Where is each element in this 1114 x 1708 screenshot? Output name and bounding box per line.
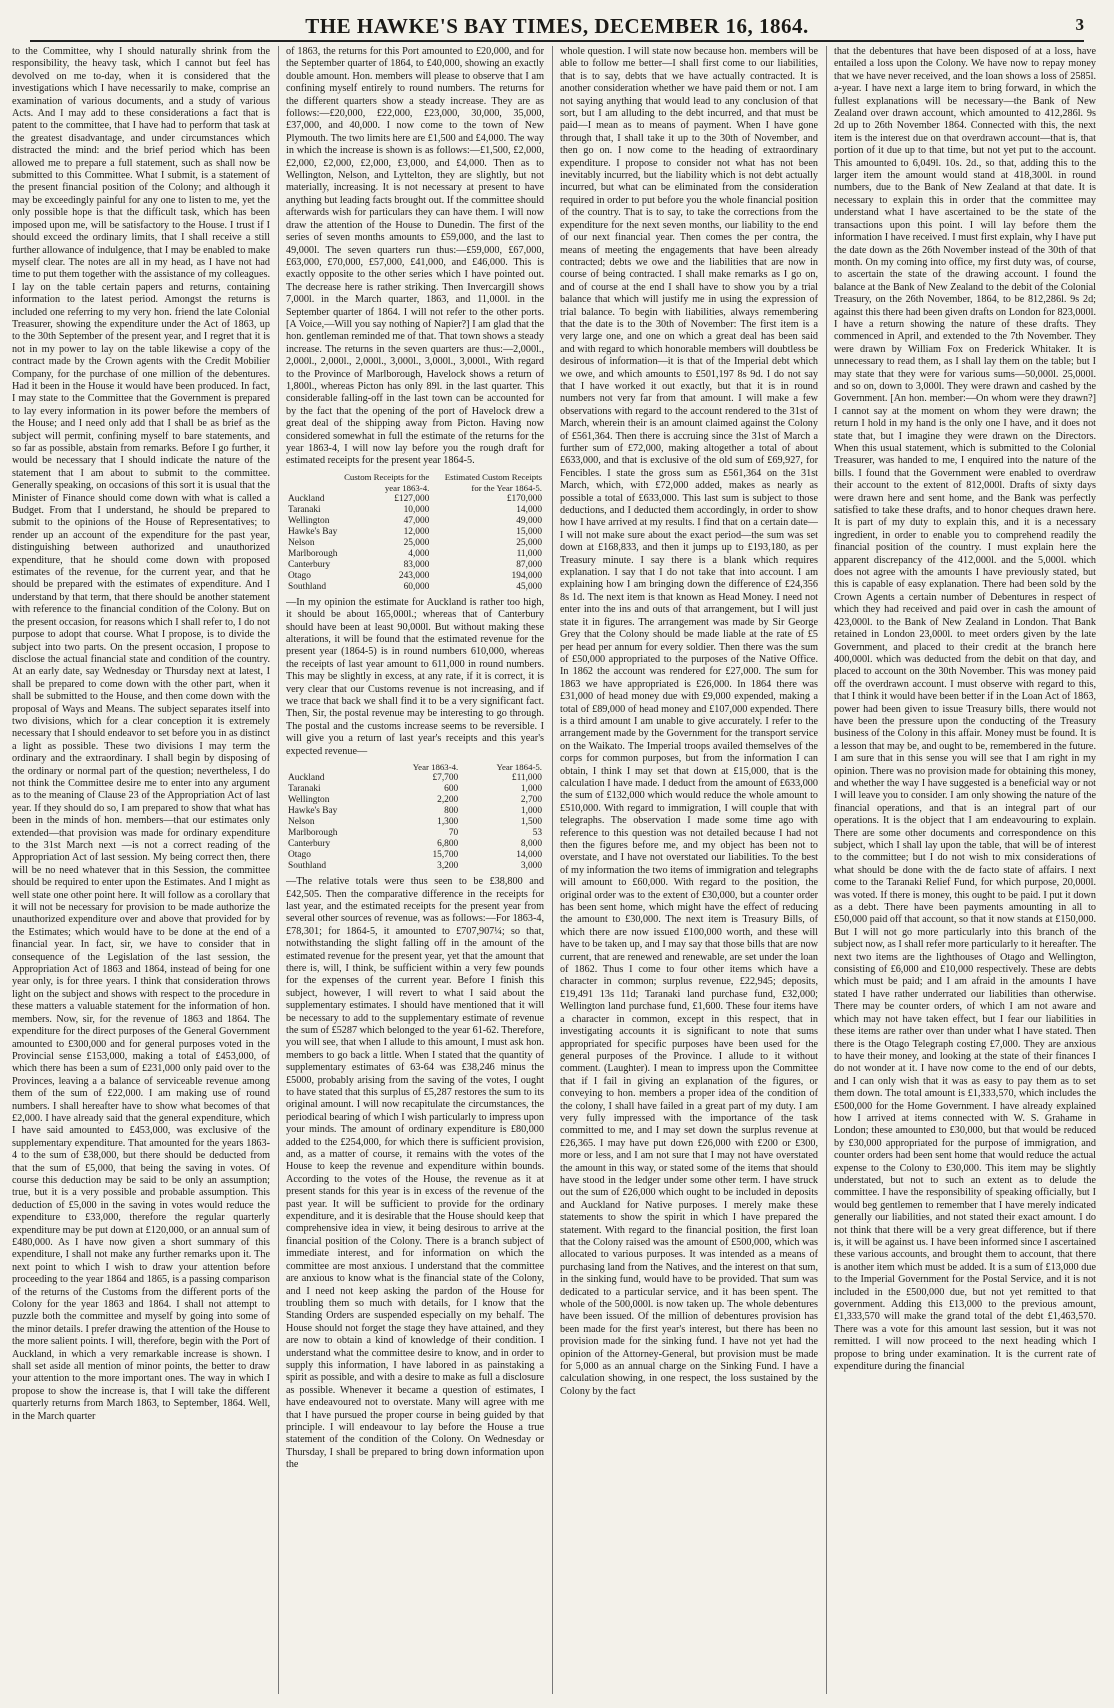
table-cell-amount: 87,000 (516, 559, 542, 570)
table-row (286, 571, 544, 582)
column-1 (12, 46, 270, 1694)
table-row (286, 516, 544, 527)
table-cell-place: Nelson (288, 537, 315, 548)
table-row (286, 795, 544, 806)
table-row (286, 817, 544, 828)
paragraph: whole question. I will state now because hon. members will be able to follow me better—I shall first come to our liabilities, that is to say, debts that we have actually contracted. It is another consideration whether we have paid them or not. I am not saying anything that would lead to any conclusion of that sort, but I am alluding to the debt incurred, and that must be paid—I mean as to means of payment. When I have gone through that, I shall take it up to the 30th of November, and then go on. I now come to the heading of extraordinary expenditure. I propose to consider not what has not been inevitably incurred, but the liability which is not debt actually incurred, but what can be eliminated from the consideration required in order to put before you the whole financial position of the country. That is to say, to take the corrections from the expenditure for the next seven months, our liability to the end of our next financial year. Then comes the per contra, the means of meeting the engagements that have been already contracted; debts we owe and the liabilities that are now in course of being contracted. I shall make remarks as I go on, and of course at the end I shall have to show you by a trial balance that which will justify me in using the expression of trial balance. To begin with liabilities, always remembering that the date is to the 30th of November: The first item is a very large one, and one on which a great deal has been said and with regard to which honorable members will doubtless be desirous of information—it is that of the Imperial debt which we owe, and which amounts to £501,197 8s 9d. I do not say that I have worked it out exactly, but that it is in round numbers not very far from that amount. I will make a few observations with regard to the account rendered to the 31st of March, wherein their is an amount claimed against the Colony of £561,364. Then there is accruing since the 31st of March a further sum of £72,000, making altogether a total of about £633,000, and that is exclusive of the old sum of £69,927, for Fencibles. I state the gross sum as £561,364 on the 31st March, which, with £72,000 added, makes as nearly as possible a total of £633,000. This last sum is subject to those deductions, and I deducted them accordingly, in order to show how I have arrived at my results. I find that on a certain date—I will not make sure about the exact period—the sum was set down at £168,833, and then it jumps up to £193,180, as per Treasury minute. I say there is a blank which requires explanation. I say that I do not take that into account. I am explaining how I am bringing down the difference of £24,356 8s 1d. The next item is that known as Head Money. I need not enter into the ins and outs of that arrangement, but I will just state it in figures. The arrangement was made by Sir George Grey that the Colony should be made liable at the rate of £5 per head per annum for every soldier. Then there was the sum of £50,000 appropriated to the purposes of the Native Office. In 1862 the account was rendered for £27,000. The sum for 1863 we have appropriated is £26,000. In 1864 there was £31,000 of head money due with £9,000 expended, making a total of £89,000 of head money and £107,000 expended. There is a third amount I am unable to give accurately. I refer to the arrangement made by the Government for the transport service on the Waikato. The Imperial troops availed themselves of the corps for common purposes, but from the information I can obtain, I think I may set that down at £15,000, that is the calculation I have made. I deduct from the amount of £633,000 the sum of £132,000 which would reduce the whole amount to £510,000. With regard to immigration, I will couple that with telegraphs. The observation I made some time ago with reference to this question was not detailed because I had not then the figures before me, and my object has been not to overstate, and I have not overstated our liabilities. To the best of my information the two items of immigration and telegraphs will amount to £60,000. With regard to the position, the original order was to the extent of £30,000, but a counter order has been sent home, which might have the effect of reducing the amount to £30,000. The next item is Treasury Bills, of which there are now issued £100,000 worth, and these will have to be taken up, and I may say that those bills that are now current, that are renewed and renewable, are set under the loan of 1862. Thus I come to four other items which have a character in common; surplus revenue, £22,945; deposits, £19,491 13s 11d; Taranaki land purchase fund, £32,000; Wellington land purchase fund, £1,600. These four items have a character in common, except in this respect, that in investigating accounts it is significant to note that sums appropriated for specific purposes have been used for the general purposes of the Province. I allude to it without comment. (Laughter). I mean to impress upon the Committee that if I fail in giving an explanation of the figures, or conveying to hon. members a proper idea of the condition of the colony, I shall have failed in a great part of my duty. I am very fully impressed with the importance of the task committed to me, and I may set down the surplus revenue at £26,365. I may have put down £26,000 with £200 or £300, more or less, and I am not sure that I may not have overstated the amount in this way, or stated some of the items that should have stood in the ledger under some other term. I have struck out the sum of £26,000 which ought to be included in deposits and Auckland for Native purposes. I merely make these statements to show the spirit in which I have prepared the statement. With regard to the financial position, the first loan that the Colony raised was the amount of £500,000, which was allocated to various purposes. It was intended as a means of purchasing land from the Natives, and the interest on that sum, in the sinking fund, would have to be provided. That sum was dedicated to a particular service, and it has been spent. The whole of the 500,000l. is now taken up. The whole debentures have been issued. Of the million of debentures provision has been made for the first year's interest, but there has been no provision made for the sinking fund. I have not yet had the opinion of the Attorney-General, but provision must be made for 5,000 as an annual charge on the Sinking Fund. I have a calculation showing, in one respect, the loss sustained by the Colony by the fact (560, 46, 818, 1397)
table-cell-amount: £7,700 (432, 773, 459, 784)
table-header (286, 762, 376, 773)
column-divider (552, 46, 553, 1694)
table-header: Year 1863-4. (412, 762, 459, 773)
table-row (286, 505, 544, 516)
table-row (286, 549, 544, 560)
table-cell-amount: 800 (444, 806, 459, 817)
table-cell-amount: £127,000 (394, 493, 430, 504)
table-cell-amount: 49,000 (516, 515, 542, 526)
table-cell-amount: 47,000 (403, 515, 430, 526)
column-2 (286, 46, 544, 1694)
table-cell-place: Auckland (288, 773, 325, 784)
table-cell-place: Marlborough (288, 828, 338, 839)
table-row (286, 582, 544, 593)
table-cell-place: Otago (288, 570, 311, 581)
table-cell-amount: 243,000 (398, 570, 430, 581)
paragraph: to the Committee, why I should naturally shrink from the responsibility, the heavy task, which I cannot but feel has devolved on me to-day, when it is considered that the investigations which I have necessarily to make, comprise an examination of various documents, and a study of various Acts. And I may add to these considerations a fact that is patent to the committee, that I have had to perform that task at the greatest disadvantage, and under circumstances which distracted the mind: and the brief period which has been allowed me to prepare a full statement, such as shall now be submitted to this Committee. What I submit, is a statement of the present financial position of the Colony; and although it may be exceedingly painful for any one to listen to me, yet the only possible hope is that the difficult task, which has been imposed upon me, will be satisfactory to the House. I trust if I should exceed the ordinary limits, that I shall receive a still further allowance of indulgence, that I may be enabled to make myself clear. The notes are all in my head, as I have not had time to put them together with the assistance of my colleagues. I lay on the table certain papers and returns, containing information to the latest period. Amongst the returns is included one referring to my very hon. friend the late Colonial Treasurer, showing the expenditure under the Act of 1863, up to the 30th September of the present year, and I regret that it is not in my power to lay on the table likewise a copy of the contract made by the Crown agents with the Credit Mobilier Company, for the purchase of one million of the debentures. Had it been in the House it would have been produced. In fact, I may state to the Committee that the Government is prepared to lay every information in its power before the members of the House; and I need only add that I shall be as brief as the subject will permit, confining myself to bare statements, and so far as possible, abstain from remarks. Before I go further, it would be necessary that I should indicate the nature of the statement that I am about to submit to the committee. Generally speaking, on occasions of this sort it is usual that the Minister of Finance should come down with what is called a Budget. From that I understand, he should be prepared to submit to the opinions of the House of Representatives; to render up an account of the expenditure for the past year, distinguishing between authorized and unauthorized expenditure, that he should come down with proposed estimates of the revenue, for the current year, and that he should be prepared with the estimates of expenditure. And I understand by that term, that there should be another statement with reference to the financial condition of the Colony. But on the present occasion, for reasons which I shall refer to, I do not purpose to adopt that course. What I propose, is to divide the subject into two parts. On the present occasion, I propose to disclose the actual financial state and condition of the country. At an early date, say Wednesday or Thursday next at latest, I shall be prepared to come down with the other part, when it shall be submitted to the House, and then come down with the proposal of Ways and Means. The subject separates itself into two divisions, which for a clear conception it is extremely necessary that I should endeavor to set before you in as distinct a light as possible. These two divisions I may term the ordinary and the extraordinary. I shall begin by disposing of the ordinary or normal part of the question; nevertheless, I do not think the Committee desire me to enter into any argument as to the meaning of Clause 23 of the Appropriation Act of last year. If they should do so, I am prepared to show that what has been in the minds of hon. members—that our estimates only extended—that provision was made for ordinary expenditure to the 31st March next —is not a correct reading of the Appropriation Act of last session. My being correct then, there will be no need whatever that in this Session, the committee should be required to enter upon the Estimates. And I might as well state one other point here. It will follow as a corollary that it will not be necessary for provision to be made authorize the unauthorized expenditure over and above that provided for by the Estimates; which would have to be done at the end of a financial year. In fact, sir, we have to consider that in consequence of the Legislation of the last session, the Appropriation Act of 1863 and 1864, instead of being for one year only, is for three years. I think that consideration throws light on the subject and shows with respect to the procedure in these matters a valuable statement for the information of hon. members. Now, sir, for the revenue of 1863 and 1864. The expenditure for the direct purposes of the General Government amounted to £300,000 and for general purposes voted in the Provincial sense £153,000, making a total of £453,000, of which there has been a sum of £231,000 only paid over to the Provinces, leaving a a balance of serviceable revenue among them of the sum of £22,000. I am making use of round numbers. I shall hereafter have to show what becomes of that £2,000. I have already said that the general expenditure, which I have said amounted to £453,000, was exclusive of the supplementary expenditure. That amounted for the years 1863-4 to the sum of £38,000, but there should be deducted from that the sum of £5,000, that being the saving in votes. Of course this deduction may be said to be only an assumption; true, but it is a very possible and probable assumption. This deduction of £5,000 in the saving in votes would reduce the expenditure to £33,000, therefore the regular quarterly expenditure may be put down at £120,000, or an annual sum of £480,000. As I have now given a short summary of this expenditure, I shall not make any further remarks upon it. The next point to which I wish to draw your attention before proceeding to the year 1864 and 1865, is a passing comparison of the returns of the Customs from the different ports of the Colony for the year 1863 and 1864. I shall not attempt to puzzle both the committee and myself by going into some of the minor details. I prefer drawing the attention of the House to the more salient points. I will, therefore, begin with the Port of Auckland, in which a very remarkable increase is shown. I shall set aside all mention of minor points, the better to draw your attention to the more important ones. The way in which I propose to show the increase is, that I will take the different quarterly returns from March 1863, to September, 1864. Well, in the March quarter (12, 46, 270, 1422)
table-row (286, 806, 544, 817)
table-cell-amount: 10,000 (403, 504, 430, 515)
paragraph: —In my opinion the estimate for Auckland is rather too high, it should be about 165,000l.; whereas that of Canterbury should have been at least 90,000l. But without making these alterations, it will be found that the estimated revenue for the present year (1864-5) is in round numbers 610,000, whereas the receipts of last year amount to 611,000 in round numbers. This may be slightly in excess, at any rate, if it is correct, it is very clear that our Customs revenue is not increasing, and if we trace that back we shall find it to be a very significant fact. Then, Sir, the postal revenue may be interesting to go through. The postal and the customs increase seems to be reversible. I will give you a return of last year's receipts and this year's expected revenue— (286, 596, 544, 757)
table-row (286, 861, 544, 872)
table-cell-place: Taranaki (288, 504, 321, 515)
table-cell-place: Taranaki (288, 784, 321, 795)
newspaper-title: THE HAWKE'S BAY TIMES, DECEMBER 16, 1864. (305, 14, 809, 38)
table-cell-amount: £170,000 (506, 493, 542, 504)
table-header-row (286, 762, 544, 773)
table-header: Estimated Custom Receipts for the Year 1864-5. (444, 471, 542, 493)
table-header (286, 472, 339, 494)
page-number: 3 (1075, 15, 1084, 34)
table-row (286, 527, 544, 538)
postal-revenue-table (286, 762, 544, 872)
table-row (286, 839, 544, 850)
table-cell-place: Nelson (288, 817, 315, 828)
table-cell-amount: 60,000 (403, 581, 430, 592)
column-3 (560, 46, 818, 1694)
table-cell-place: Marlborough (288, 548, 338, 559)
table-cell-amount: 83,000 (403, 559, 430, 570)
table-cell-place: Wellington (288, 515, 330, 526)
table-row (286, 538, 544, 549)
columns (12, 46, 1102, 1694)
table-row (286, 560, 544, 571)
table-row (286, 784, 544, 795)
table-cell-amount: 8,000 (520, 839, 542, 850)
table-cell-amount: 1,500 (520, 817, 542, 828)
table-row (286, 494, 544, 505)
table-cell-amount: 15,000 (516, 526, 542, 537)
table-cell-amount: 2,200 (437, 795, 459, 806)
table-cell-amount: 25,000 (516, 537, 542, 548)
paragraph: —The relative totals were thus seen to be £38,800 and £42,505. Then the comparative difference in the receipts for last year, and the estimated receipts for the present year from several other sources of revenue, was as follows:—For 1863-4, £78,301; for 1864-5, it amounted to £707,907¼; so that, notwithstanding the slight falling off in the amount of the estimated revenue for the present year, yet that the amount that there is, will, I think, be sufficient within a very few pounds for the expenses of the current year. Before I finish this subject, however, I will revert to what I said about the supplementary estimates. I should have mentioned that it will be necessary to add to the supplementary estimate of revenue the sum of £5287 which belonged to the year 61-62. Therefore, you will see, that when I allude to this amount, I must ask hon. members to go back a little. When I stated that the quantity of supplementary estimates of 63-64 was £38,246 minus the £5000, probably arising from the saving of the votes, I ought to have stated that this surplus of £5,287 restores the sum to its original amount. I will now recapitulate the circumstances, the periodical bearing of which I wish particularly to impress upon your minds. The amount of ordinary expenditure is £80,000 added to the £254,000, for which there is sufficient provision, and, as a matter of course, it remains with the votes of the House to keep the revenue and expenditure within bounds. According to the votes of the House, the revenue as it at present stands for this year is in excess of the revenue of the past year. It will be sufficient to provide for the ordinary expenditure, and it is desirable that the House should keep that comprehensive idea in view, it being desirous to arrive at the financial position of the Colony. There is a branch subject of immediate interest, and for information on which the committee are most anxious. I understand that the committee are anxious to know what is the financial state of the Colony, and I need not keep asking the pardon of the House for troubling them so much with details, for I know that the Standing Orders are suspended especially on my behalf. The House should not forget the stage they have attained, and they are now to obtain a kind of knowledge of their condition. I understand what the committee desire to know, and in order to supply this information, I have labored in as painstaking a spirit as possible, and with a desire to make as full a disclosure as possible. Whenever it became a question of estimates, I have endeavoured not to overstate. Many will agree with me that I have pursued the proper course in being guided by that principle. I will endeavour to lay before the House a true statement of the condition of the Colony. On Wednesday or Thursday, I shall be prepared to bring down information upon the (286, 876, 544, 1471)
table-cell-place: Hawke's Bay (288, 806, 338, 817)
table-cell-amount: 1,300 (437, 817, 459, 828)
table-cell-amount: 3,000 (520, 861, 542, 872)
table-cell-place: Hawke's Bay (288, 526, 338, 537)
paragraph: that the debentures that have been disposed of at a loss, have entailed a loss upon the Colony. We have now to repay money that we have never received, and the loan shows a loss of 2585l. a-year. I have next a large item to bring forward, in which the fullest explanations will be necessary—the Bank of New Zealand over drawn account, which amounted to 412,286l. 9s 2d up to 26th November 1864. Connected with this, the next item is the interest due on that overdrawn account—that is, that portion of it due up to that time, but not yet put to the account. This amounted to 6,049l. 10s. 2d., so that, adding this to the larger item the amount would stand at 418,300l. in round numbers, due to the Bank of New Zealand at that date. It is necessary to explain this in order that the committee may understand what I have ascertained to be the state of the transactions upon this point. I will lay before them the information I have received. I must first explain, why I have put the date down as the 26th November instead of the 30th of that month. On my coming into office, my first duty was, of course, to ascertain the state of the drawing account. I found the balance at the Bank of New Zealand to the debit of the Colonial Treasury, on the 26th November, 1864, to be 812,286l. 9s 2d; against this there had been given drafts on London for 823,000l. I have a return showing the nature of these drafts. They commenced in April, and extended to the 7th November. They were drawn by William Fox on Frederick Whitaker. It is unnecessary to read them, as I shall lay them on the table; but I may state that they were for various sums—50,000l. 25,000l. and so on, down to 3,000l. They were drawn and cashed by the Government. [An hon. member:—On whom were they drawn?] I cannot say at the moment on whom they were drawn; the return I hold in my hand is the only one I have, and it does not state that, but I imagine they were drawn on the Directors. When this usual statement, which is submitted to the Colonial Treasurer, was handed to me, I enquired into the nature of the bills. I found that the Government were enabled to overdraw their account to the extent of 812,000l. Drafts of sixty days were drawn here and sent home, and the Bank was perfectly satisfied to take these drafts, and to honor cheques drawn here. It is part of my duty to explain this, and it is a necessary ingredient, in order to enable you to comprehend readily the financial position of the country. I must explain here the apparent discrepancy of the 412,000l. and the 5,000l. which does not agree with the amounts I have previously stated, but this is capable of easy explanation. There had been sold by the Crown Agents a certain number of Debentures in respect of which they had received and paid over in cash the amount of 423,000l. to the Bank of New Zealand in London. That Bank retained in London 23,000l. to meet orders given by the late Government, and placed to their credit at the branch here 400,000l. which was deducted from the debit on that day, and placed to account on the 30th November. This was money paid off the overdrawn account. I must observe with regard to this, that I think it would have been better if in the Loan Act of 1863, power had been given to issue Treasury bills, there would not have been the pressure upon the conducting of the Treasury business of the Colony in this affair. Money must be found. It is a lesson that may be, and ought to be, remembered in the future. I am sure that in this sense you will see that I am right in my opinion. There was no provision made for obtaining this money, and whether the way I have suggested is a beneficial way or not I will leave you to consider. I am only showing the nature of the financial operations, and that is an integral part of our operations. It is the object that I am endeavouring to explain. There are some other documents and correspondence on this subject, which I shall lay upon the table, that will be of interest to the committee; but I do not wish to mix considerations of what should be done with the de facto state of affairs. I next come to the Taranaki Relief Fund, for which purpose, 20,000l. was voted. If there is money, this ought to be paid. I put it down as a debt. There have been payments amounting in all to £50,000 paid off that account, so that it now stands at £150,000. But I will not go more particularly into this branch of the subject now, as I shall refer more particularly to it hereafter. The next two items are the lighthouses of Otago and Wellington, consisting of £6,000 and £10,000 respectively. These are debts which must be paid; and I am afraid in the amounts I have stated I have rather underrated our liabilities than otherwise. There may be counter orders, of which I am not aware and which may not have taken effect, but I fear our liabilities in these items are rather over than under what I have stated. Then there is the Otago Telegraph costing £7,000. They are anxious to have their money, and looking at the state of their finances I do not wonder at it. I have now come to the end of our debts, and I can only wish that it was as easy to pay them as to set them down. The total amount is £1,333,570, which includes the £500,000 for the Home Government. I have already explained how I arrived at items connected with W. S. Grahame in London; these amounted to £30,000, but that would be reduced by £30,000 appropriated for the purpose of immigration, and counter orders had been sent home that would reduce the actual expense to the Colony to £30,000. This item may be slightly understated, but not to such an extent as to delude the committee. I have the responsibility of speaking officially, but I would beg gentlemen to remember that I have merely indicated generally our liabilities, and not stated their exact amount. I do not think that there will be a very great difference, but if there is, it will be against us. I have been informed since I ascertained these various accounts, and brought them to account, that there is another item which must be added. It is a sum of £13,000 due to the Imperial Government for the Postal Service, and it is not included in the £500,000 due, but not yet remitted to that government. Adding this £13,000 to the previous amount, £1,333,570 will make the grand total of the debt £1,463,570. There was a vote for this amount last session, but it was not remitted. I will now proceed to the next heading which I propose to bring under examination. It is the current rate of expenditure during the financial (834, 46, 1096, 1373)
column-divider (826, 46, 827, 1694)
table-row (286, 850, 544, 861)
table-cell-amount: 25,000 (403, 537, 430, 548)
table-cell-amount: 70 (448, 828, 459, 839)
table-cell-amount: 3,200 (437, 861, 459, 872)
table-cell-amount: 12,000 (403, 526, 430, 537)
column-divider (278, 46, 279, 1694)
paragraph: of 1863, the returns for this Port amounted to £20,000, and for the September quarter of 1864, to £40,000, showing an exactly double amount. Hon. members will please to observe that I am confining myself entirely to round numbers. The returns for the different quarters show a steady increase. They are as follows:—£20,000, £22,000, £23,000, 30,000, 35,000, £37,000, and 40,000. I now come to the town of New Plymouth. The two limits here are £1,500 and £4,000. The way in which the increase is shown is as follows:—£1,500, £2,000, £2,000, £2,000, £2,000, £3,000, and £4,000. Then as to Wellington, Nelson, and Lyttelton, they are slightly, but not materially, increasing. It is not necessary at present to have anything but leading facts brought out. If the committee should afterwards wish for particulars they can have them. I will now draw the attention of the House to Dunedin. The first of the series of seven months amounts to £59,000, and the last to 49,000l. The seven quarters run thus:—£59,000, £67,000, £63,000, £70,000, £57,000, £41,000, and £46,000. This is exactly opposite to the other series which I have pointed out. The decrease here is rather striking. Then Invercargill shows 7,000l. in the March quarter, 1863, and 11,000l. in the September quarter of 1864. I will not refer to the other ports. [A Voice,—Will you say nothing of Napier?] I am glad that the hon. gentleman reminded me of that. That town shows a steady increase. The returns in the seven quarters are thus:—2,000l., 2,000l., 2,000l., 2,000l., 3,000l., 3,000l., 3,000l., With regard to the Province of Marlborough, Havelock shows a return of 1,800l., whereas Picton has only 89l. in the last quarter. This considerable falling-off in the last town can be accounted for by the fact that the opening of the port of Havelock drew a great deal of the shipping away from Picton. Having now considered somewhat in full the estimate of the returns for the year 1863-4, I will now lay before you the rough draft for estimated receipts for the present year 1864-5. (286, 46, 544, 467)
table-cell-amount: 14,000 (516, 504, 542, 515)
table-cell-place: Southland (288, 581, 327, 592)
table-row (286, 828, 544, 839)
table-cell-amount: 14,000 (516, 850, 542, 861)
table-cell-amount: £11,000 (511, 773, 542, 784)
table-row (286, 773, 544, 784)
table-cell-place: Canterbury (288, 559, 331, 570)
column-4 (834, 46, 1096, 1694)
masthead (30, 14, 1084, 42)
customs-receipts-table (286, 472, 544, 593)
table-cell-place: Auckland (288, 493, 325, 504)
table-cell-amount: 600 (444, 784, 459, 795)
table-cell-place: Southland (288, 861, 327, 872)
table-cell-place: Canterbury (288, 839, 331, 850)
table-cell-amount: 45,000 (516, 581, 542, 592)
table-cell-amount: 1,000 (520, 806, 542, 817)
table-cell-amount: 11,000 (516, 548, 542, 559)
table-cell-amount: 1,000 (520, 784, 542, 795)
table-cell-amount: 6,800 (437, 839, 459, 850)
table-cell-amount: 2,700 (520, 795, 542, 806)
table-cell-place: Wellington (288, 795, 330, 806)
table-cell-amount: 53 (532, 828, 542, 839)
table-body (286, 773, 544, 872)
table-header: Year 1864-5. (496, 762, 542, 773)
table-header-row (286, 472, 544, 494)
table-cell-amount: 4,000 (408, 548, 430, 559)
table-cell-place: Otago (288, 850, 311, 861)
table-cell-amount: 15,700 (432, 850, 459, 861)
table-cell-amount: 194,000 (511, 570, 542, 581)
table-body (286, 494, 544, 593)
table-header: Custom Receipts for the year 1863-4. (344, 471, 430, 493)
